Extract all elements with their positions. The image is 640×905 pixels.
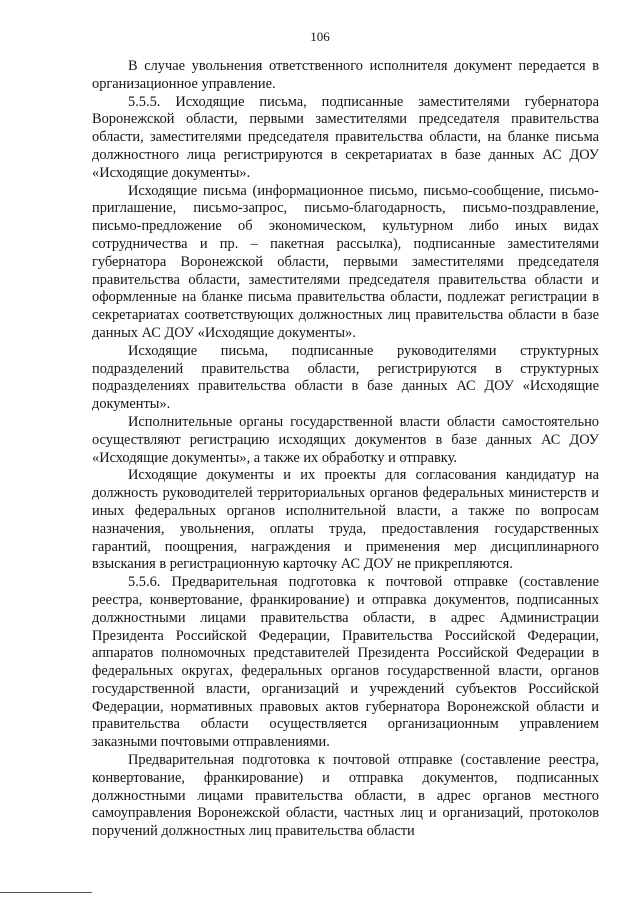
paragraph: 5.5.6. Предварительная подготовка к почтовой отправке (составление реестра, конвертование, франкирование) и отправка документов, подписанных должностными лицами правительства области, в адрес Администрации Президента Российской Федерации, Правительства Российской Федерации, аппаратов полномочных представителей Президента Российской Федерации в федеральных округах, федеральных органов государственной власти, органов государственной власти, организаций и учреждений субъектов Российской Федерации, нормативных правовых актов губернатора Воронежской области и правительства области осуществляется организационным управлением заказными почтовыми отправлениями. xyxy=(92,574,599,751)
paragraph: Исполнительные органы государственной власти области самостоятельно осуществляют регистрацию исходящих документов в базе данных АС ДОУ «Исходящие документы», а также их обработку и отправку. xyxy=(92,413,599,466)
body-text xyxy=(92,58,599,841)
paragraph: Исходящие письма, подписанные руководителями структурных подразделений правительства области, регистрируются в структурных подразделениях правительства области в базе данных АС ДОУ «Исходящие документы». xyxy=(92,342,599,413)
page-number: 106 xyxy=(310,29,330,44)
paragraph: Исходящие письма (информационное письмо, письмо-сообщение, письмо-приглашение, письмо-запрос, письмо-благодарность, письмо-поздравление, письмо-предложение об экономическом, культурном либо иных видах сотрудничества и пр. – пакетная рассылка), подписанные заместителями губернатора Воронежской области, первыми заместителями председателя правительства области, заместителями председателя правительства области и оформленные на бланке письма правительства области, подлежат регистрации в секретариатах соответствующих должностных лиц правительства области в базе данных АС ДОУ «Исходящие документы». xyxy=(92,182,599,341)
paragraph: В случае увольнения ответственного исполнителя документ передается в организационное управление. xyxy=(92,58,599,92)
paragraph: Исходящие документы и их проекты для согласования кандидатур на должность руководителей территориальных органов федеральных министерств и иных федеральных органов исполнительной власти, а также по вопросам назначения, увольнения, оплаты труда, предоставления государственных гарантий, поощрения, награждения и применения мер дисциплинарного взыскания в регистрационную карточку АС ДОУ не прикрепляются. xyxy=(92,467,599,573)
paragraph: 5.5.5. Исходящие письма, подписанные заместителями губернатора Воронежской области, первыми заместителями председателя правительства области, заместителями председателя правительства области, на бланке письма должностного лица регистрируются в секретариатах в базе данных АС ДОУ «Исходящие документы». xyxy=(92,93,599,181)
scan-edge-line xyxy=(0,892,92,893)
paragraph: Предварительная подготовка к почтовой отправке (составление реестра, конвертование, франкирование) и отправка документов, подписанных должностными лицами правительства области, в адрес органов местного самоуправления Воронежской области, частных лиц и организаций, протоколов поручений должностных лиц правительства области xyxy=(92,752,599,840)
